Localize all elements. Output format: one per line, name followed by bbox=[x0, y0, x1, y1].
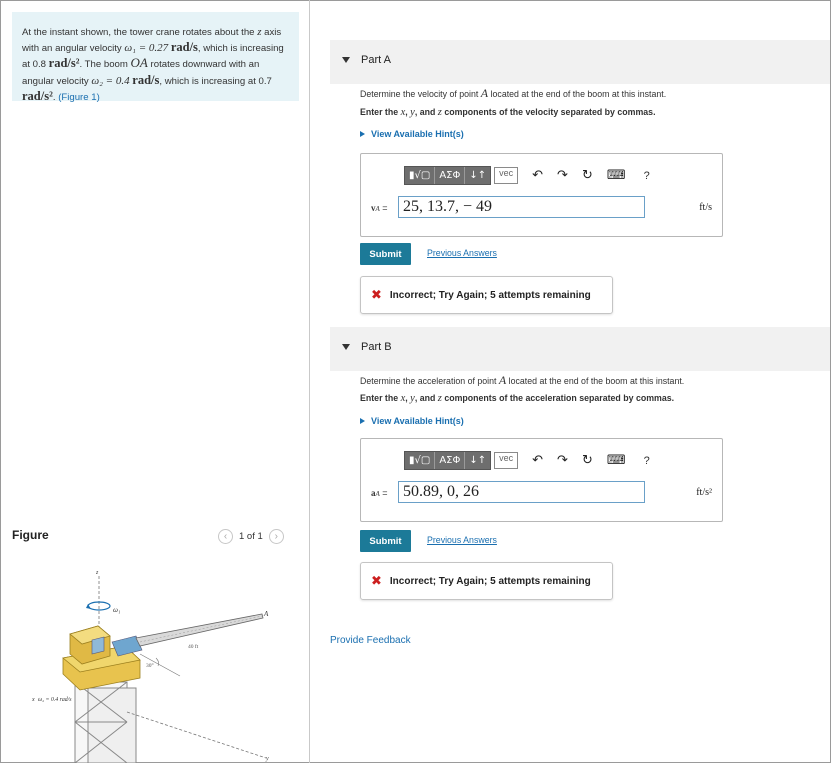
greek-button[interactable]: ΑΣΦ bbox=[435, 167, 465, 184]
collapse-triangle-icon[interactable] bbox=[342, 57, 350, 63]
boom-length-label: 40 ft bbox=[188, 644, 199, 650]
feedback-text: Incorrect; Try Again; 5 attempts remaining bbox=[389, 289, 591, 301]
figure-pager bbox=[218, 529, 284, 544]
separator: , bbox=[405, 107, 411, 117]
problem-statement bbox=[12, 12, 299, 101]
acceleration-answer-input[interactable]: 50.89, 0, 26 bbox=[398, 481, 645, 503]
instruction-text: Enter the bbox=[360, 393, 401, 403]
problem-text: , which is increasing at 0.8 bbox=[22, 43, 284, 71]
velocity-label bbox=[371, 203, 388, 213]
acceleration-label bbox=[371, 488, 388, 498]
omega1-value: ω₁ = 0.27 bbox=[124, 42, 169, 55]
separator: , and bbox=[414, 393, 438, 403]
label-sub: A bbox=[375, 205, 380, 213]
problem-var-z: z bbox=[257, 26, 262, 38]
problem-text: . The boom bbox=[79, 59, 131, 71]
problem-text: At the instant shown, the tower crane rotates about the bbox=[22, 27, 258, 38]
provide-feedback-link[interactable]: Provide Feedback bbox=[330, 635, 411, 646]
var-z: z bbox=[437, 107, 442, 118]
angle-label: 30° bbox=[146, 663, 154, 669]
panel-divider bbox=[309, 0, 310, 763]
redo-icon[interactable]: ↷ bbox=[557, 453, 568, 468]
help-button[interactable]: ? bbox=[643, 454, 650, 467]
part-b-instruction bbox=[360, 393, 674, 404]
part-b-header[interactable] bbox=[330, 327, 830, 371]
error-x-icon: ✖ bbox=[371, 573, 382, 588]
problem-text: axis with an angular velocity bbox=[22, 27, 282, 55]
label-var: a bbox=[371, 488, 376, 498]
instruction-text: Enter the bbox=[360, 107, 401, 117]
help-button[interactable]: ? bbox=[643, 169, 650, 182]
var-x: x bbox=[400, 393, 406, 404]
toolbar-group bbox=[404, 451, 491, 470]
axis-label-z: z bbox=[96, 570, 99, 576]
velocity-answer-input[interactable]: 25, 13.7, − 49 bbox=[398, 196, 645, 218]
point-var: A bbox=[498, 373, 507, 387]
part-a-answer-box bbox=[360, 153, 723, 237]
part-b-answer-box bbox=[360, 438, 723, 522]
part-a-title: Part A bbox=[361, 54, 391, 66]
unit: rad/s² bbox=[22, 88, 53, 103]
part-a-hint-link[interactable] bbox=[360, 129, 464, 139]
label-sub: A bbox=[375, 490, 380, 498]
question-text: located at the end of the boom at this instant. bbox=[506, 376, 685, 386]
question-text: Determine the acceleration of point bbox=[360, 376, 499, 386]
var-z: z bbox=[437, 393, 442, 404]
point-a-label: A bbox=[264, 610, 269, 618]
undo-icon[interactable]: ↶ bbox=[532, 168, 544, 183]
unit: rad/s bbox=[170, 40, 198, 55]
part-a-header[interactable] bbox=[330, 40, 830, 84]
sort-button[interactable]: ↓↑ bbox=[469, 455, 487, 466]
label-var: v bbox=[371, 203, 376, 213]
part-a-previous-answers-link[interactable]: Previous Answers bbox=[427, 248, 497, 258]
part-a-instruction bbox=[360, 107, 656, 118]
problem-text: , which is increasing at 0.7 bbox=[159, 75, 272, 87]
question-text: Determine the velocity of point bbox=[360, 89, 481, 99]
part-b-hint-link[interactable] bbox=[360, 416, 464, 426]
label-eq: = bbox=[379, 488, 388, 498]
hint-label: View Available Hint(s) bbox=[371, 129, 464, 139]
omega2-value: ω₂ = 0.4 bbox=[91, 74, 130, 87]
part-a-feedback bbox=[360, 276, 613, 314]
reset-icon[interactable]: ↻ bbox=[581, 453, 593, 468]
greek-button[interactable]: ΑΣΦ bbox=[435, 452, 465, 469]
unit: rad/s bbox=[132, 72, 160, 87]
omega1-label: ω₁ bbox=[113, 606, 121, 614]
axis-label-y: y bbox=[266, 756, 269, 762]
part-b-feedback bbox=[360, 562, 613, 600]
var-y: y bbox=[410, 393, 415, 404]
boom-label: OA bbox=[130, 55, 148, 71]
acceleration-unit: ft/s² bbox=[696, 487, 712, 498]
part-a-submit-button[interactable]: Submit bbox=[360, 243, 411, 265]
left-panel bbox=[0, 0, 309, 763]
keyboard-icon[interactable]: ⌨ bbox=[606, 168, 626, 183]
expand-arrow-icon bbox=[360, 418, 365, 424]
redo-icon[interactable]: ↷ bbox=[557, 168, 568, 183]
math-toolbar bbox=[404, 166, 650, 185]
separator: , bbox=[405, 393, 411, 403]
sort-button[interactable]: ↓↑ bbox=[469, 170, 487, 181]
question-text: located at the end of the boom at this instant. bbox=[488, 89, 667, 99]
instruction-text: components of the velocity separated by commas. bbox=[441, 107, 656, 117]
problem-text: rotates downward with an angular velocity bbox=[22, 59, 260, 87]
part-b-title: Part B bbox=[361, 341, 392, 353]
reset-icon[interactable]: ↻ bbox=[581, 168, 593, 183]
vec-button[interactable]: vec bbox=[494, 452, 518, 469]
feedback-text: Incorrect; Try Again; 5 attempts remaining bbox=[389, 575, 591, 587]
var-y: y bbox=[410, 107, 415, 118]
part-b-submit-button[interactable]: Submit bbox=[360, 530, 411, 552]
undo-icon[interactable]: ↶ bbox=[532, 453, 544, 468]
toolbar-group bbox=[404, 166, 491, 185]
axis-label-x: x bbox=[32, 697, 35, 703]
instruction-text: components of the acceleration separated by commas. bbox=[441, 393, 675, 403]
point-var: A bbox=[480, 86, 489, 100]
omega2-label: ω₂ = 0.4 rad/s bbox=[38, 697, 72, 703]
hint-label: View Available Hint(s) bbox=[371, 416, 464, 426]
part-a-question bbox=[360, 86, 666, 101]
math-toolbar bbox=[404, 451, 650, 470]
vec-button[interactable]: vec bbox=[494, 167, 518, 184]
templates-button[interactable]: ▮√▢ bbox=[405, 452, 435, 469]
chevron-left-icon[interactable]: ‹ bbox=[218, 529, 233, 544]
expand-arrow-icon bbox=[360, 131, 365, 137]
velocity-unit: ft/s bbox=[699, 202, 712, 213]
unit: rad/s² bbox=[48, 56, 80, 71]
part-b-question bbox=[360, 373, 684, 388]
keyboard-icon[interactable]: ⌨ bbox=[606, 453, 626, 468]
label-eq: = bbox=[379, 203, 388, 213]
templates-button[interactable]: ▮√▢ bbox=[405, 167, 435, 184]
chevron-right-icon[interactable]: › bbox=[269, 529, 284, 544]
collapse-triangle-icon[interactable] bbox=[342, 344, 350, 350]
error-x-icon: ✖ bbox=[371, 287, 382, 302]
problem-text: . bbox=[52, 91, 59, 103]
page-indicator: 1 of 1 bbox=[239, 531, 263, 542]
var-x: x bbox=[400, 107, 406, 118]
figure-link[interactable]: (Figure 1) bbox=[58, 91, 100, 103]
tower-crane-figure bbox=[30, 562, 280, 763]
separator: , and bbox=[414, 107, 438, 117]
part-b-previous-answers-link[interactable]: Previous Answers bbox=[427, 535, 497, 545]
figure-heading: Figure bbox=[12, 528, 49, 542]
